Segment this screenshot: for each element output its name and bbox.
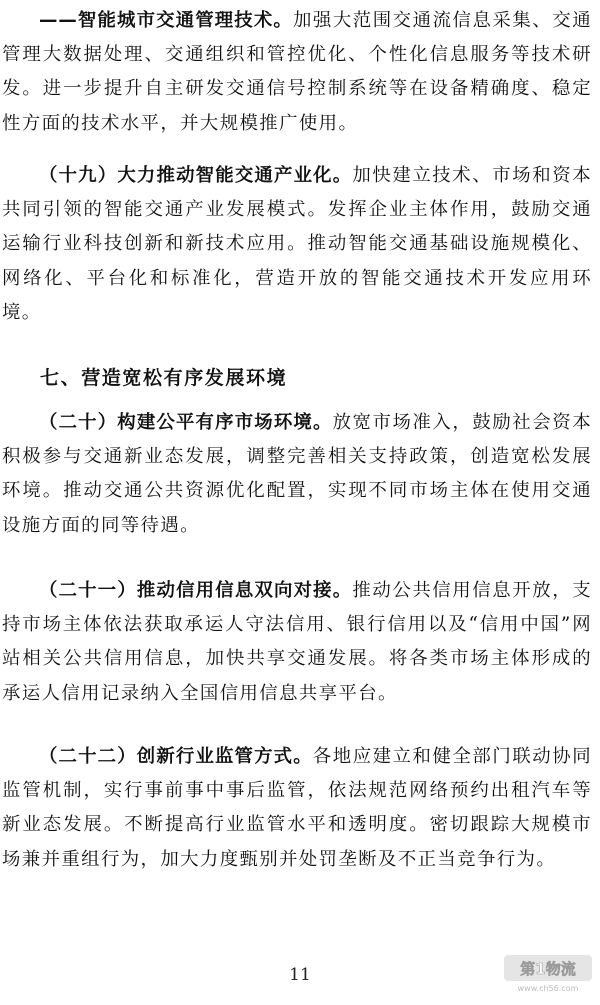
page-number: 11 bbox=[289, 965, 311, 985]
paragraph-lead: （十九）大力推动智能交通产业化。 bbox=[39, 165, 353, 186]
paragraph-body: 放宽市场准入，鼓励社会资本积极参与交通新业态发展，调整完善相关支持政策，创造宽松发展环境。推动交通公共资源优化配置，实现不同市场主体在使用交通设施方面的同等待遇。 bbox=[2, 412, 592, 536]
paragraph-lead: ——智能城市交通管理技术。 bbox=[39, 10, 293, 31]
watermark-url: www.ch56.com bbox=[517, 984, 579, 993]
paragraph-lead: （二十二）创新行业监管方式。 bbox=[39, 746, 313, 767]
paragraph-body: 加强大范围交通流信息采集、交通管理大数据处理、交通组织和管控优化、个性化信息服务等技术研发。进一步提升自主研发交通信号控制系统等在设备精确度、稳定性方面的技术水平，并大规模推广使用。 bbox=[2, 10, 592, 134]
watermark-logo-graphic bbox=[502, 949, 594, 995]
paragraph-body: 各地应建立和健全部门联动协同监管机制，实行事前事中事后监管，依法规范网络预约出租汽车等新业态发展。不断提高行业监管水平和透明度。密切跟踪大规模市场兼并重组行为，加大力度甄别并处罚垄断及不正当竞争行为。 bbox=[2, 746, 592, 870]
paragraph-lead: （二十一）推动信用信息双向对接。 bbox=[39, 580, 353, 601]
paragraph-19 bbox=[2, 159, 592, 330]
watermark-brand: 第1物流 bbox=[520, 960, 576, 978]
paragraph-lead: （二十）构建公平有序市场环境。 bbox=[39, 412, 333, 433]
paragraph-21 bbox=[2, 574, 592, 711]
paragraph-22 bbox=[2, 740, 592, 877]
paragraph-20 bbox=[2, 406, 592, 543]
paragraph-traffic-management-tech bbox=[2, 4, 592, 141]
section-heading: 七、营造宽松有序发展环境 bbox=[40, 367, 288, 389]
paragraph-body: 加快建立技术、市场和资本共同引领的智能交通产业发展模式。发挥企业主体作用，鼓励交通运输行业科技创新和新技术应用。推动智能交通基础设施规模化、网络化、平台化和标准化，营造开放的智能交通技术开发应用环境。 bbox=[2, 165, 592, 323]
watermark-logo bbox=[502, 949, 594, 995]
paragraph-body: 推动公共信用信息开放，支持市场主体依法获取承运人守法信用、银行信用以及“信用中国”网站相关公共信用信息，加快共享交通发展。将各类市场主体形成的承运人信用记录纳入全国信用信息共享平台。 bbox=[2, 580, 592, 704]
